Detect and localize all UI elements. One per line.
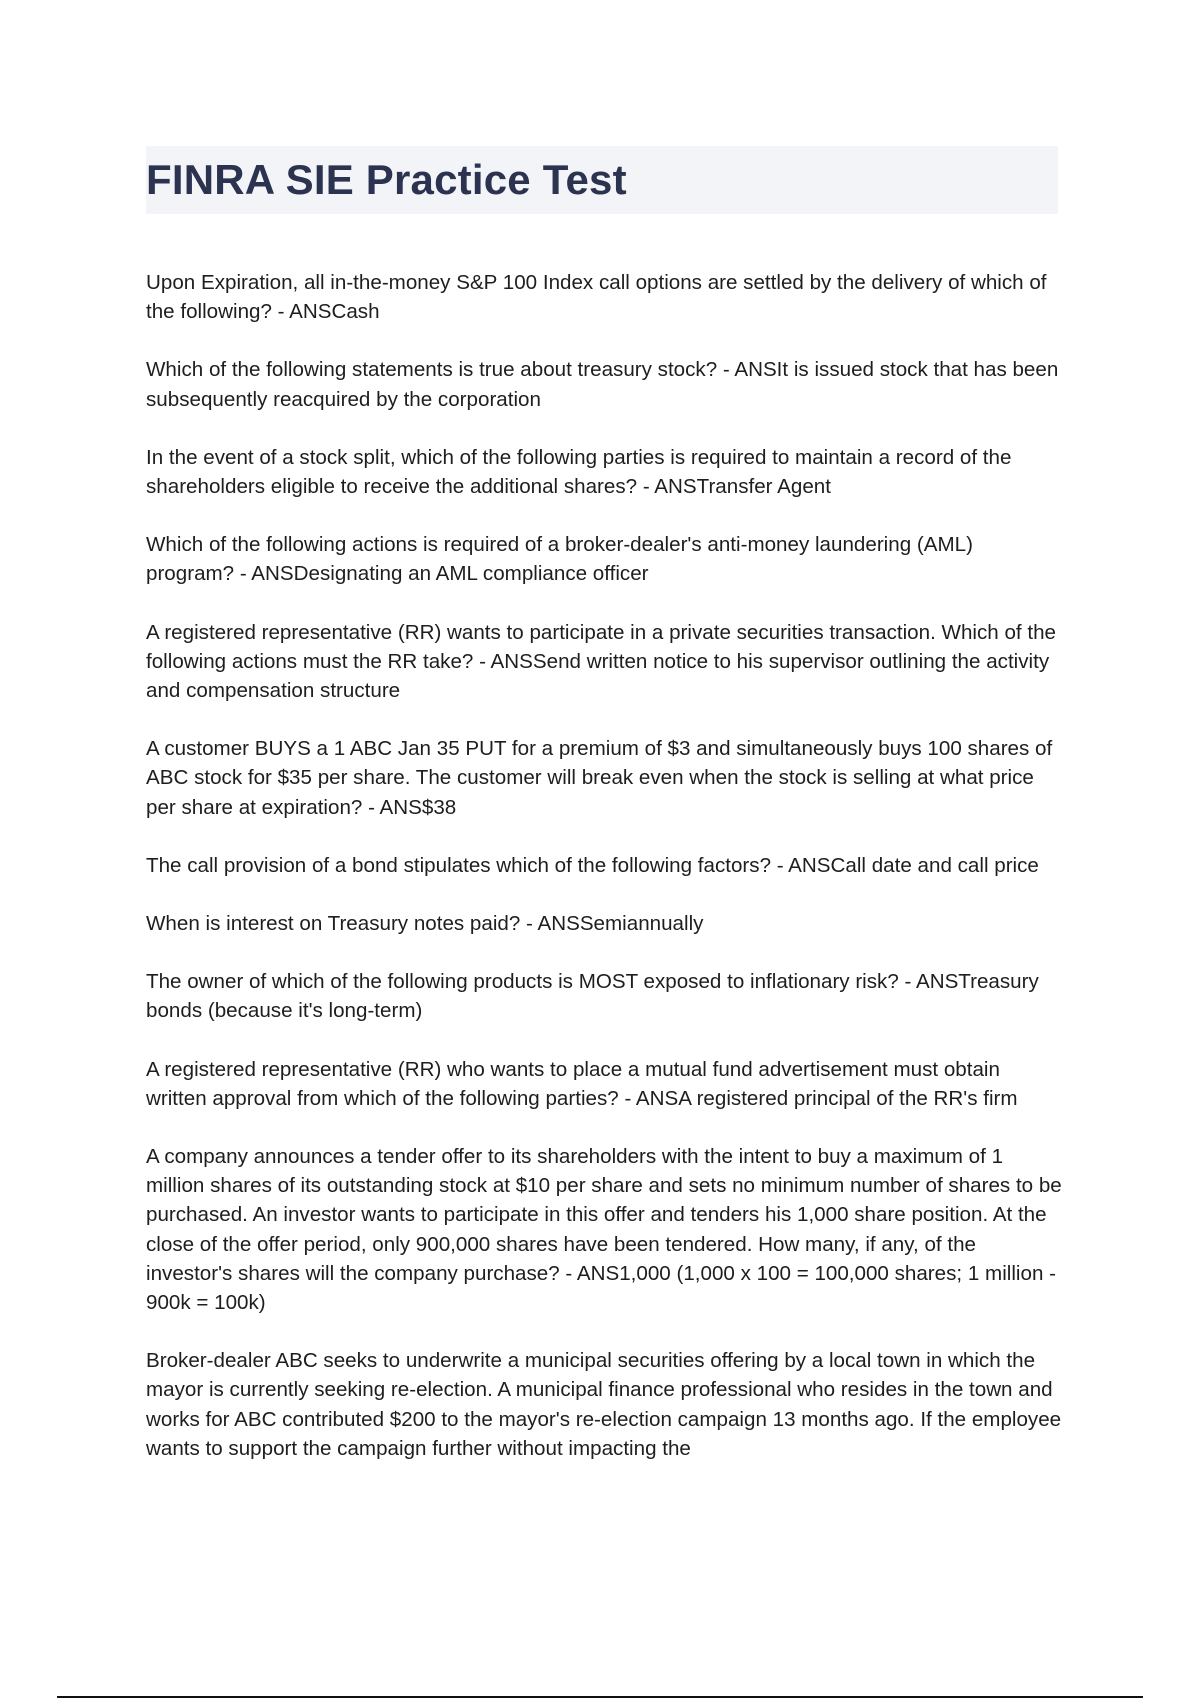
- page-bottom-rule: [57, 1696, 1143, 1698]
- qa-item: When is interest on Treasury notes paid? - ANSSemiannually: [146, 912, 704, 936]
- qa-list: [146, 268, 1066, 1492]
- qa-item: The owner of which of the following products is MOST exposed to inflationary risk? - ANSTreasury bonds (because it's long-term): [146, 970, 1039, 1023]
- qa-item: A registered representative (RR) wants to participate in a private securities transaction. Which of the following actions must the RR take? - ANSSend written notice to his supervisor outlining the activity and compensation structure: [146, 620, 1056, 703]
- qa-item: Which of the following statements is true about treasury stock? - ANSIt is issued stock that has been subsequently reacquired by the corporation: [146, 358, 1059, 411]
- qa-item: Upon Expiration, all in-the-money S&P 100 Index call options are settled by the delivery of which of the following? - ANSCash: [146, 271, 1047, 324]
- qa-item: In the event of a stock split, which of the following parties is required to maintain a record of the shareholders eligible to receive the additional shares? - ANSTransfer Agent: [146, 445, 1012, 499]
- document-title: FINRA SIE Practice Test: [146, 156, 627, 203]
- qa-item: The call provision of a bond stipulates which of the following factors? - ANSCall date and call price: [146, 853, 1039, 877]
- qa-item: Which of the following actions is required of a broker-dealer's anti-money laundering (AML) program? - ANSDesignating an AML compliance officer: [146, 533, 973, 586]
- qa-item: Broker-dealer ABC seeks to underwrite a municipal securities offering by a local town in which the mayor is currently seeking re-election. A municipal finance professional who resides in the town and works for ABC contributed $200 to the mayor's re-election campaign 13 months ago. If the employee wants to support the campaign further without impacting the: [146, 1349, 1062, 1460]
- title-banner: [146, 146, 1058, 214]
- qa-item: A registered representative (RR) who wants to place a mutual fund advertisement must obtain written approval from which of the following parties? - ANSA registered principal of the RR's firm: [146, 1057, 1018, 1110]
- qa-item: A customer BUYS a 1 ABC Jan 35 PUT for a premium of $3 and simultaneously buys 100 shares of ABC stock for $35 per share. The customer will break even when the stock is selling at what price per share at expiration? - ANS$38: [146, 737, 1053, 819]
- qa-item: A company announces a tender offer to its shareholders with the intent to buy a maximum of 1 million shares of its outstanding stock at $10 per share and sets no minimum number of shares to be purchased. An investor wants to participate in this offer and tenders his 1,000 share position. At the close of the offer period, only 900,000 shares have been tendered. How many, if any, of the investor's shares will the company purchase? - ANS1,000 (1,000 x 100 = 100,000 shares; 1 million - 900k = 100k): [146, 1145, 1062, 1315]
